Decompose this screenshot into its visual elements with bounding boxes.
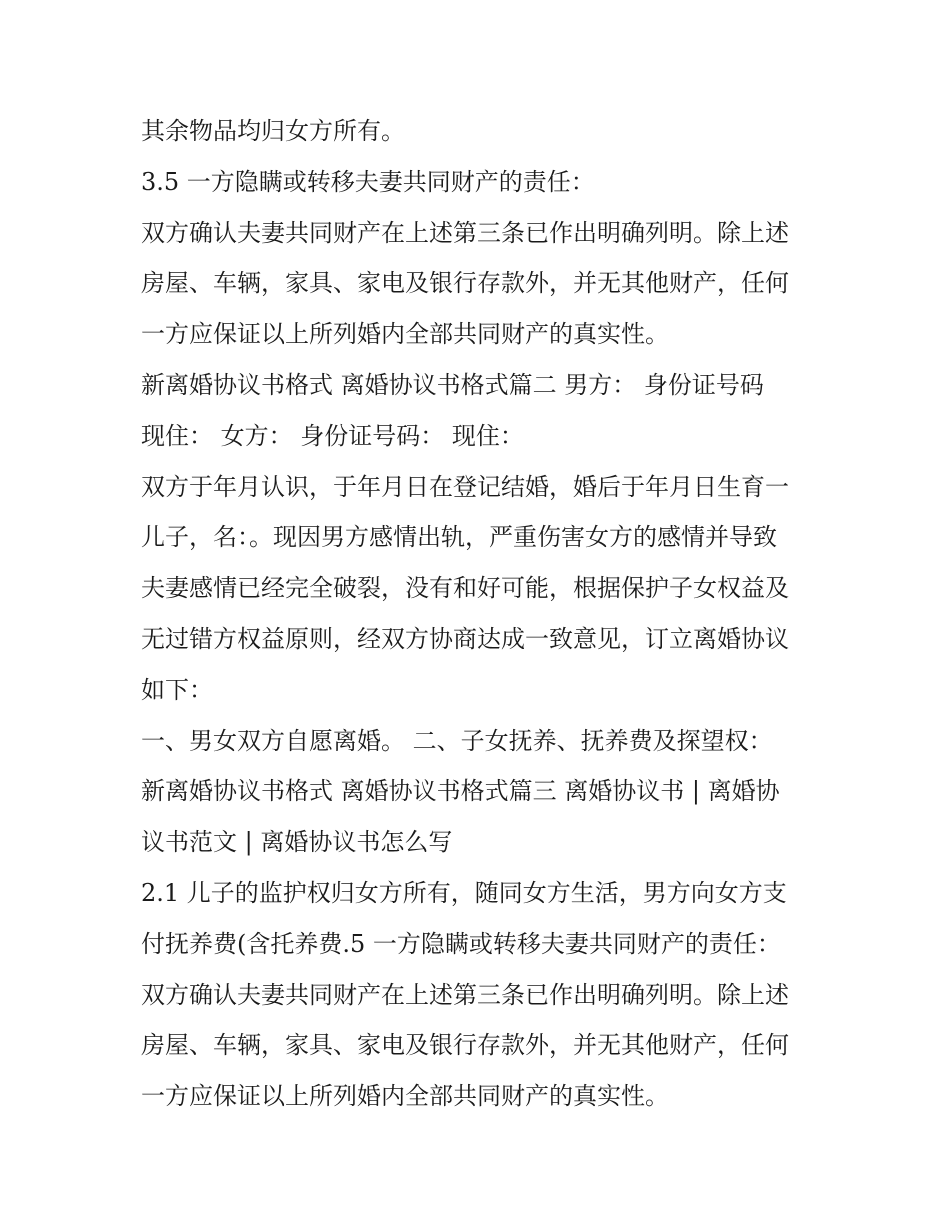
text-line: 双方于年月认识，于年月日在登记结婚，婚后于年月日生育一 — [141, 472, 789, 501]
document-body — [141, 106, 821, 1122]
text-line: 新离婚协议书格式 离婚协议书格式篇三 离婚协议书 | 离婚协 — [141, 777, 780, 806]
text-line: 无过错方权益原则，经双方协商达成一致意见，订立离婚协议 — [141, 624, 789, 653]
text-line: 3.5 一方隐瞒或转移夫妻共同财产的责任： — [141, 167, 595, 196]
text-line: 一方应保证以上所列婚内全部共同财产的真实性。 — [141, 320, 669, 349]
text-line: 双方确认夫妻共同财产在上述第三条已作出明确列明。除上述 — [141, 218, 789, 247]
text-line: 如下： — [141, 675, 213, 704]
text-line: 付抚养费(含托养费.5 一方隐瞒或转移夫妻共同财产的责任： — [141, 929, 781, 958]
text-line: 一方应保证以上所列婚内全部共同财产的真实性。 — [141, 1082, 669, 1111]
text-line: 现住： 女方： 身份证号码： 现住： — [141, 421, 524, 450]
text-line: 一、男女双方自愿离婚。 二、子女抚养、抚养费及探望权： — [141, 726, 773, 755]
text-line: 房屋、车辆，家具、家电及银行存款外，并无其他财产，任何 — [141, 1031, 789, 1060]
text-line: 2.1 儿子的监护权归女方所有，随同女方生活，男方向女方支 — [141, 878, 787, 907]
text-line: 房屋、车辆，家具、家电及银行存款外，并无其他财产，任何 — [141, 269, 789, 298]
text-line: 其余物品均归女方所有。 — [141, 117, 405, 145]
text-line: 新离婚协议书格式 离婚协议书格式篇二 男方： 身份证号码 — [141, 370, 764, 399]
text-line: 儿子，名：。现因男方感情出轨，严重伤害女方的感情并导致 — [141, 523, 777, 552]
text-line: 双方确认夫妻共同财产在上述第三条已作出明确列明。除上述 — [141, 980, 789, 1009]
text-line: 夫妻感情已经完全破裂，没有和好可能，根据保护子女权益及 — [141, 574, 789, 603]
text-line: 议书范文 | 离婚协议书怎么写 — [141, 828, 453, 857]
